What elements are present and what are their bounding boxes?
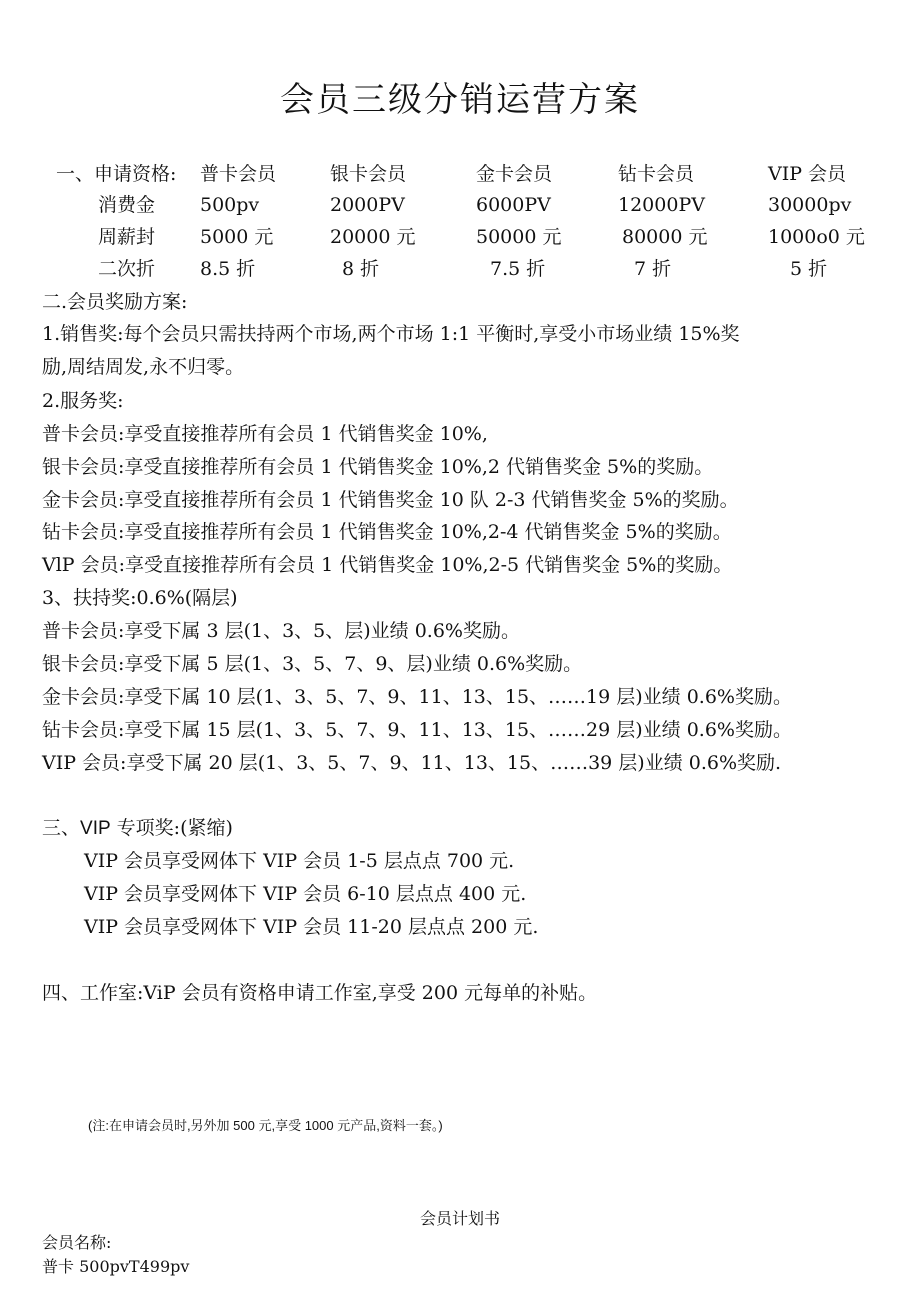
section3-heading-vip: VIP bbox=[80, 818, 111, 839]
section2-heading: 二.会员奖励方案: bbox=[42, 291, 188, 313]
level-gold-card: 金卡会员 bbox=[476, 163, 553, 185]
cell-consumption-diamond: 12000PV bbox=[618, 194, 705, 216]
cell-consumption-silver: 2000PV bbox=[330, 194, 405, 216]
level-pu-card: 普卡会员 bbox=[200, 163, 277, 185]
service-award-heading: 2.服务奖: bbox=[42, 390, 124, 412]
support-award-heading: 3、扶持奖:0.6%(隔层) bbox=[42, 587, 238, 609]
cell-consumption-pu: 500pv bbox=[200, 194, 260, 216]
plan-title: 会员计划书 bbox=[419, 1209, 500, 1228]
support-line-silver: 银卡会员:享受下属 5 层(1、3、5、7、9、层)业绩 0.6%奖励。 bbox=[42, 653, 583, 675]
cell-consumption-vip: 30000pv bbox=[768, 194, 852, 216]
level-diamond-card: 钻卡会员 bbox=[618, 163, 695, 185]
member-name-label: 会员名称: bbox=[42, 1233, 112, 1252]
vip-award-line-2: VIP 会员享受网体下 VIP 会员 6-10 层点点 400 元. bbox=[84, 883, 527, 905]
row-label-second-discount: 二次折 bbox=[98, 258, 156, 280]
cell-discount-silver: 8 折 bbox=[342, 258, 380, 280]
cell-discount-gold: 7.5 折 bbox=[490, 258, 546, 280]
level-silver-card: 银卡会员 bbox=[330, 163, 407, 185]
section4-studio-line: 四、工作室:ViP 会员有资格申请工作室,享受 200 元每单的补贴。 bbox=[42, 982, 598, 1004]
cell-weekly-diamond: 80000 元 bbox=[622, 226, 708, 248]
support-line-diamond: 钻卡会员:享受下属 15 层(1、3、5、7、9、11、13、15、……29 层)业绩 0.6%奖励。 bbox=[42, 719, 792, 741]
cell-discount-pu: 8.5 折 bbox=[200, 258, 256, 280]
service-line-diamond: 钻卡会员:享受直接推荐所有会员 1 代销售奖金 10%,2-4 代销售奖金 5%的奖励。 bbox=[42, 521, 732, 543]
vip-award-line-3: VIP 会员享受网体下 VIP 会员 11-20 层点点 200 元. bbox=[84, 916, 539, 938]
vip-award-line-1: VIP 会员享受网体下 VIP 会员 1-5 层点点 700 元. bbox=[84, 850, 515, 872]
document-title: 会员三级分销运营方案 bbox=[280, 80, 640, 120]
cell-weekly-gold: 50000 元 bbox=[476, 226, 562, 248]
section3-heading-suffix: 专项奖:(紧缩) bbox=[110, 817, 233, 839]
footnote: (注:在申请会员时,另外加 500 元,享受 1000 元产品,资料一套。) bbox=[88, 1118, 443, 1133]
cell-weekly-pu: 5000 元 bbox=[200, 226, 274, 248]
support-line-vip: VIP 会员:享受下属 20 层(1、3、5、7、9、11、13、15、……39 层)业绩 0.6%奖励. bbox=[42, 752, 782, 774]
level-vip: VIP 会员 bbox=[768, 163, 847, 185]
service-line-pu: 普卡会员:享受直接推荐所有会员 1 代销售奖金 10%, bbox=[42, 423, 488, 445]
support-line-gold: 金卡会员:享受下属 10 层(1、3、5、7、9、11、13、15、……19 层)业绩 0.6%奖励。 bbox=[42, 686, 792, 708]
cell-weekly-vip: 1000o0 元 bbox=[768, 226, 865, 248]
section1-label: 一、申请资格: bbox=[56, 163, 177, 185]
sales-award-line-1: 1.销售奖:每个会员只需扶持两个市场,两个市场 1:1 平衡时,享受小市场业绩 15%奖 bbox=[42, 323, 740, 345]
support-line-pu: 普卡会员:享受下属 3 层(1、3、5、层)业绩 0.6%奖励。 bbox=[42, 620, 520, 642]
row-label-consumption: 消费金 bbox=[98, 194, 156, 216]
sales-award-line-2: 励,周结周发,永不归零。 bbox=[42, 356, 245, 378]
service-line-vip: VlP 会员:享受直接推荐所有会员 1 代销售奖金 10%,2-5 代销售奖金 5%的奖励。 bbox=[42, 554, 733, 576]
cell-discount-diamond: 7 折 bbox=[634, 258, 672, 280]
section3-heading bbox=[42, 816, 233, 841]
service-line-silver: 银卡会员:享受直接推荐所有会员 1 代销售奖金 10%,2 代销售奖金 5%的奖励。 bbox=[42, 456, 714, 478]
cell-weekly-silver: 20000 元 bbox=[330, 226, 416, 248]
pu-card-pv-line: 普卡 500pvT499pv bbox=[42, 1257, 190, 1276]
row-label-weekly-pay: 周薪封 bbox=[98, 226, 156, 248]
cell-discount-vip: 5 折 bbox=[790, 258, 828, 280]
service-line-gold: 金卡会员:享受直接推荐所有会员 1 代销售奖金 10 队 2-3 代销售奖金 5%的奖励。 bbox=[42, 489, 739, 511]
section3-heading-prefix: 三、 bbox=[42, 817, 81, 839]
cell-consumption-gold: 6000PV bbox=[476, 194, 551, 216]
